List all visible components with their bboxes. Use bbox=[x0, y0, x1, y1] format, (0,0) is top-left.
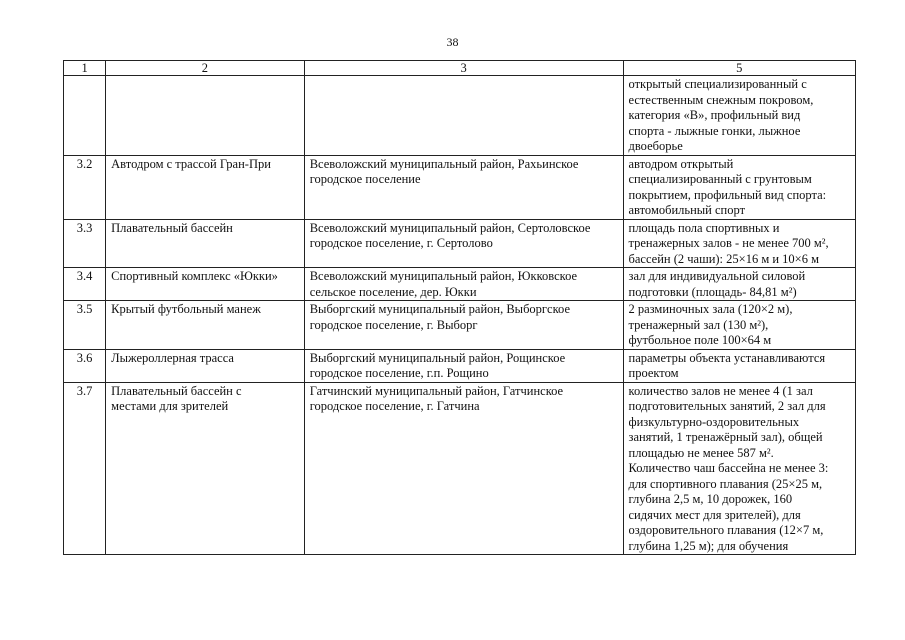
facility-name-cell bbox=[106, 349, 305, 382]
facility-name-cell bbox=[106, 76, 305, 156]
text-line: Количество чаш бассейна не менее 3: bbox=[628, 461, 829, 475]
text-line: футбольное поле 100×64 м bbox=[628, 333, 772, 347]
location-cell bbox=[304, 301, 623, 350]
parameters-cell bbox=[623, 349, 856, 382]
text-line: покрытием, профильный вид спорта: bbox=[628, 187, 827, 202]
text-line: Крытый футбольный манеж bbox=[111, 302, 261, 316]
text-line: городское поселение, г. Сертолово bbox=[309, 236, 493, 250]
text-line: Гатчинский муниципальный район, Гатчинское bbox=[309, 383, 564, 398]
header-col-1: 1 bbox=[64, 61, 106, 76]
text-line: зал для индивидуальной силовой bbox=[628, 269, 806, 283]
text-line: подготовки (площадь- 84,81 м²) bbox=[628, 284, 797, 299]
row-number-cell bbox=[64, 76, 106, 156]
facility-name-cell bbox=[106, 268, 305, 301]
text-line: физкультурно-оздоровительных bbox=[628, 414, 800, 429]
text-line: автомобильный спорт bbox=[628, 203, 746, 217]
text-line: Всеволожский муниципальный район, Юкковское bbox=[309, 269, 578, 283]
text-line: тренажерный зал (130 м²), bbox=[628, 317, 769, 332]
text-line: подготовительных занятий, 2 зал для bbox=[628, 399, 826, 413]
page-number: 38 bbox=[446, 35, 459, 49]
table-row bbox=[64, 349, 856, 382]
location-cell bbox=[304, 76, 623, 156]
parameters-cell bbox=[623, 268, 856, 301]
row-number-cell: 3.7 bbox=[64, 382, 106, 555]
text-line: спорта - лыжные гонки, лыжное bbox=[628, 123, 801, 138]
parameters-cell bbox=[623, 76, 856, 156]
text-line: площадь пола спортивных и bbox=[628, 220, 780, 235]
text-line: городское поселение, г. Выборг bbox=[309, 317, 478, 332]
text-line: оздоровительного плавания (12×7 м, bbox=[628, 523, 824, 537]
table-row bbox=[64, 219, 856, 268]
row-number-cell: 3.5 bbox=[64, 301, 106, 350]
location-cell bbox=[304, 268, 623, 301]
table-row bbox=[64, 382, 856, 555]
text-line: городское поселение, г.п. Рощино bbox=[309, 366, 489, 380]
text-line: Выборгский муниципальный район, Выборгское bbox=[309, 302, 570, 316]
text-line: категория «В», профильный вид bbox=[628, 108, 801, 122]
text-line: сидячих мест для зрителей), для bbox=[628, 507, 801, 522]
location-cell bbox=[304, 382, 623, 555]
text-line: проектом bbox=[628, 366, 679, 380]
header-col-3: 3 bbox=[304, 61, 623, 76]
text-line: Лыжероллерная трасса bbox=[111, 350, 234, 365]
table-row bbox=[64, 301, 856, 350]
facility-name-cell bbox=[106, 219, 305, 268]
table-row bbox=[64, 76, 856, 156]
row-number-cell: 3.3 bbox=[64, 219, 106, 268]
text-line: естественным снежным покровом, bbox=[628, 92, 814, 107]
text-line: двоеборье bbox=[628, 139, 683, 153]
text-line: местами для зрителей bbox=[111, 399, 229, 413]
header-col-5: 5 bbox=[623, 61, 856, 76]
text-line: занятий, 1 тренажёрный зал), общей bbox=[628, 430, 823, 444]
location-cell bbox=[304, 349, 623, 382]
header-col-2: 2 bbox=[106, 61, 305, 76]
text-line: Спортивный комплекс «Юкки» bbox=[111, 269, 278, 283]
parameters-cell bbox=[623, 155, 856, 219]
text-line: городское поселение, г. Гатчина bbox=[309, 399, 480, 413]
text-line: Плавательный бассейн bbox=[111, 220, 233, 235]
facility-name-cell bbox=[106, 382, 305, 555]
text-line: городское поселение bbox=[309, 172, 421, 186]
table-row bbox=[64, 155, 856, 219]
text-line: 2 разминочных зала (120×2 м), bbox=[628, 302, 793, 316]
text-line: для спортивного плавания (25×25 м, bbox=[628, 476, 823, 491]
text-line: Автодром с трассой Гран-При bbox=[111, 156, 271, 171]
location-cell bbox=[304, 155, 623, 219]
row-number-cell: 3.6 bbox=[64, 349, 106, 382]
row-number-cell: 3.4 bbox=[64, 268, 106, 301]
facilities-table bbox=[63, 60, 856, 555]
text-line: глубина 2,5 м, 10 дорожек, 160 bbox=[628, 492, 793, 506]
row-number-cell: 3.2 bbox=[64, 155, 106, 219]
text-line: Всеволожский муниципальный район, Сертоловское bbox=[309, 220, 591, 235]
text-line: площадью не менее 587 м². bbox=[628, 445, 774, 460]
text-line: Всеволожский муниципальный район, Рахьинское bbox=[309, 156, 579, 171]
text-line: глубина 1,25 м); для обучения bbox=[628, 538, 789, 553]
text-line: параметры объекта устанавливаются bbox=[628, 350, 826, 365]
text-line: автодром открытый bbox=[628, 156, 734, 171]
text-line: тренажерных залов - не менее 700 м², bbox=[628, 236, 829, 250]
text-line: количество залов не менее 4 (1 зал bbox=[628, 383, 813, 398]
parameters-cell bbox=[623, 301, 856, 350]
table-body bbox=[64, 76, 856, 555]
text-line: специализированный с грунтовым bbox=[628, 172, 812, 186]
facility-name-cell bbox=[106, 301, 305, 350]
parameters-cell bbox=[623, 219, 856, 268]
text-line: сельское поселение, дер. Юкки bbox=[309, 284, 477, 299]
text-line: открытый специализированный с bbox=[628, 77, 807, 91]
table-header-row bbox=[64, 61, 856, 76]
table-row bbox=[64, 268, 856, 301]
parameters-cell bbox=[623, 382, 856, 555]
facility-name-cell bbox=[106, 155, 305, 219]
text-line: Плавательный бассейн с bbox=[111, 383, 242, 398]
location-cell bbox=[304, 219, 623, 268]
text-line: Выборгский муниципальный район, Рощинское bbox=[309, 350, 566, 365]
text-line: бассейн (2 чаши): 25×16 м и 10×6 м bbox=[628, 251, 820, 266]
